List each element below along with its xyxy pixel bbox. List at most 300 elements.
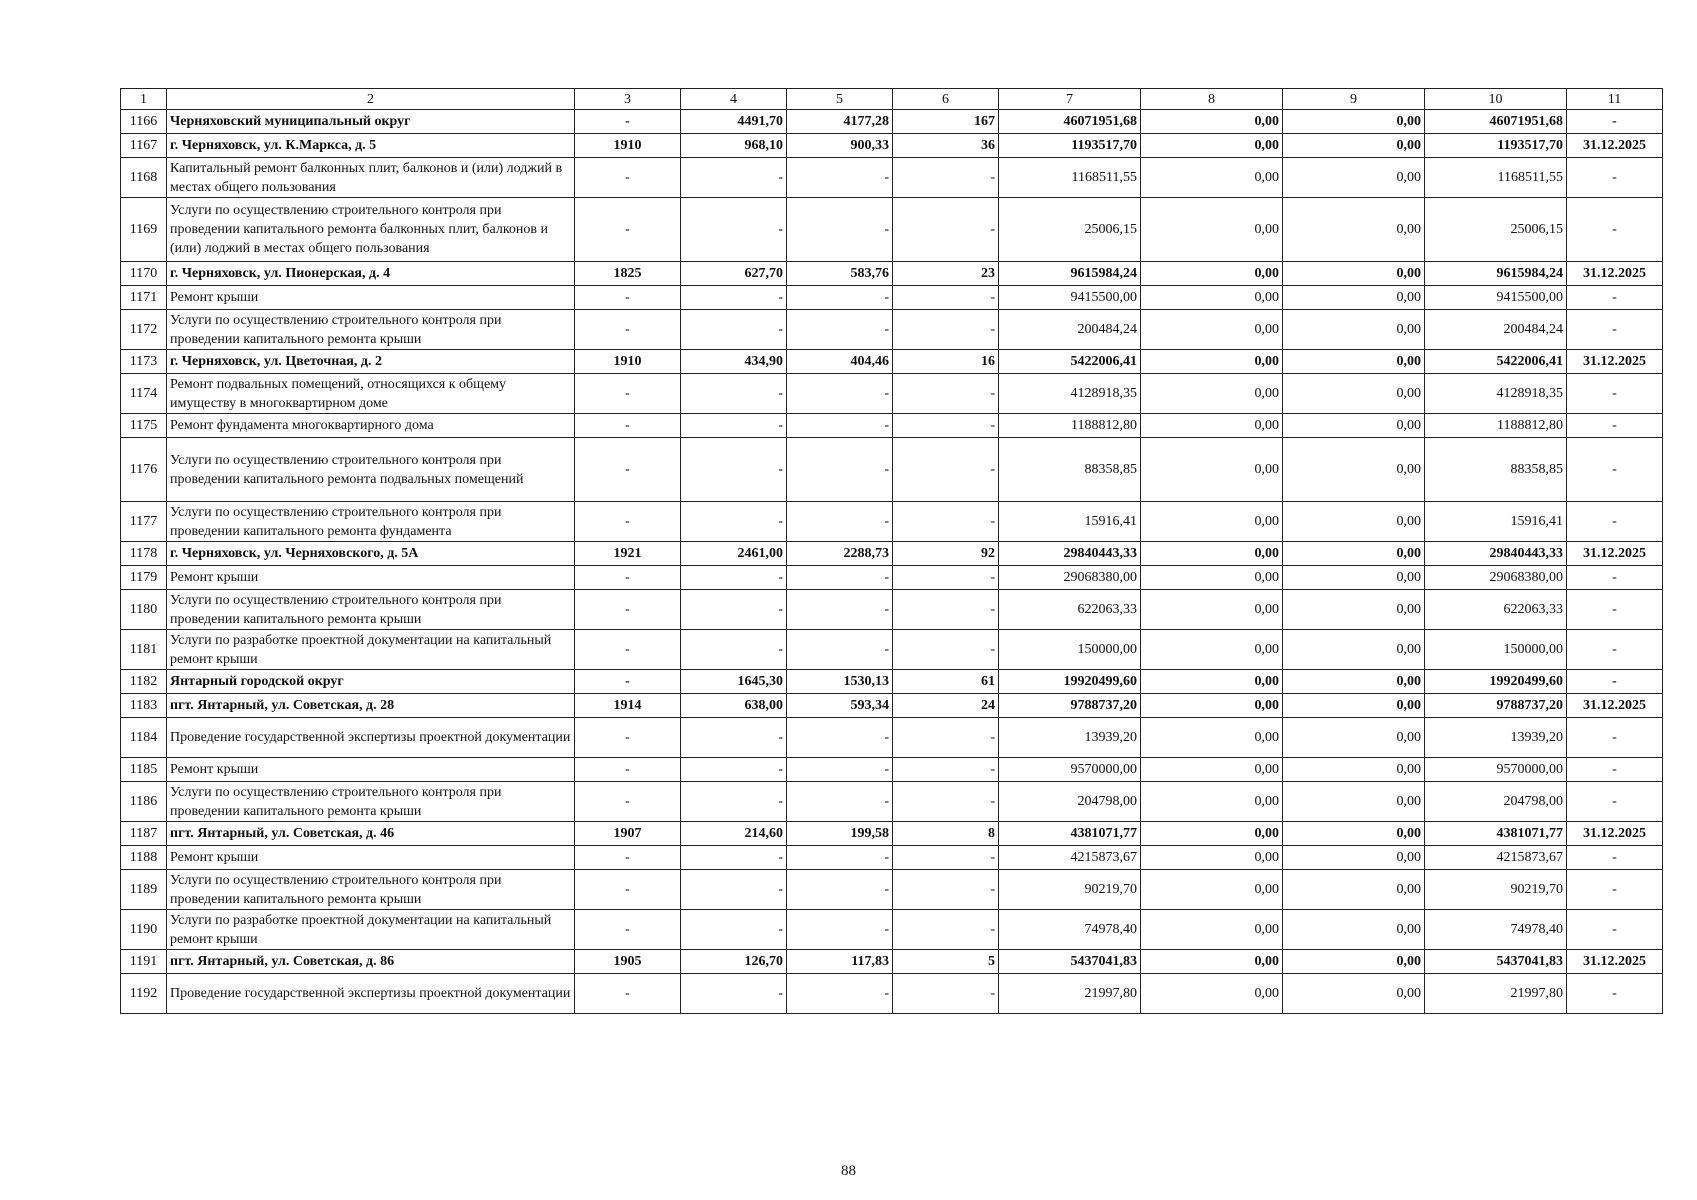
federal-funds-cell: 0,00 <box>1141 782 1283 822</box>
owner-funds-cell: 74978,40 <box>1425 910 1567 950</box>
object-name-cell: Услуги по осуществлению строительного контроля при проведении капитального ремонта подвальных помещений <box>167 438 575 502</box>
table-row <box>121 870 1663 910</box>
regional-funds-cell: 0,00 <box>1283 198 1425 262</box>
total-cost-cell: 46071951,68 <box>999 110 1141 134</box>
residents-count-cell: 92 <box>893 542 999 566</box>
year-cell: 1907 <box>575 822 681 846</box>
row-number-cell: 1183 <box>121 694 167 718</box>
total-cost-cell: 29840443,33 <box>999 542 1141 566</box>
table-row <box>121 310 1663 350</box>
regional-funds-cell: 0,00 <box>1283 134 1425 158</box>
premises-area-cell: - <box>787 414 893 438</box>
total-cost-cell: 25006,15 <box>999 198 1141 262</box>
premises-area-cell: 4177,28 <box>787 110 893 134</box>
owner-funds-cell: 46071951,68 <box>1425 110 1567 134</box>
federal-funds-cell: 0,00 <box>1141 262 1283 286</box>
year-cell: - <box>575 758 681 782</box>
row-number-cell: 1172 <box>121 310 167 350</box>
year-cell: - <box>575 846 681 870</box>
column-number: 7 <box>999 89 1141 110</box>
object-name-cell: г. Черняховск, ул. Пионерская, д. 4 <box>167 262 575 286</box>
owner-funds-cell: 150000,00 <box>1425 630 1567 670</box>
premises-area-cell: - <box>787 758 893 782</box>
completion-date-cell: - <box>1567 286 1663 310</box>
object-name-cell: г. Черняховск, ул. К.Маркса, д. 5 <box>167 134 575 158</box>
object-name-cell: Проведение государственной экспертизы проектной документации <box>167 718 575 758</box>
table-row <box>121 670 1663 694</box>
object-name-cell: Услуги по осуществлению строительного контроля при проведении капитального ремонта фундамента <box>167 502 575 542</box>
residents-count-cell: - <box>893 910 999 950</box>
total-area-cell: 627,70 <box>681 262 787 286</box>
residents-count-cell: - <box>893 310 999 350</box>
residents-count-cell: - <box>893 974 999 1014</box>
total-area-cell: - <box>681 310 787 350</box>
row-number-cell: 1189 <box>121 870 167 910</box>
residents-count-cell: - <box>893 590 999 630</box>
owner-funds-cell: 29068380,00 <box>1425 566 1567 590</box>
total-area-cell: - <box>681 870 787 910</box>
residents-count-cell: - <box>893 158 999 198</box>
year-cell: - <box>575 670 681 694</box>
premises-area-cell: - <box>787 590 893 630</box>
premises-area-cell: 583,76 <box>787 262 893 286</box>
regional-funds-cell: 0,00 <box>1283 502 1425 542</box>
regional-funds-cell: 0,00 <box>1283 542 1425 566</box>
residents-count-cell: - <box>893 782 999 822</box>
residents-count-cell: 23 <box>893 262 999 286</box>
total-cost-cell: 1188812,80 <box>999 414 1141 438</box>
residents-count-cell: 61 <box>893 670 999 694</box>
federal-funds-cell: 0,00 <box>1141 502 1283 542</box>
total-cost-cell: 5437041,83 <box>999 950 1141 974</box>
regional-funds-cell: 0,00 <box>1283 846 1425 870</box>
year-cell: - <box>575 158 681 198</box>
year-cell: - <box>575 718 681 758</box>
row-number-cell: 1192 <box>121 974 167 1014</box>
premises-area-cell: - <box>787 910 893 950</box>
total-area-cell: - <box>681 974 787 1014</box>
completion-date-cell: 31.12.2025 <box>1567 694 1663 718</box>
total-area-cell: - <box>681 502 787 542</box>
column-number: 10 <box>1425 89 1567 110</box>
total-cost-cell: 5422006,41 <box>999 350 1141 374</box>
total-cost-cell: 9788737,20 <box>999 694 1141 718</box>
table-row <box>121 718 1663 758</box>
regional-funds-cell: 0,00 <box>1283 374 1425 414</box>
premises-area-cell: 117,83 <box>787 950 893 974</box>
owner-funds-cell: 5437041,83 <box>1425 950 1567 974</box>
residents-count-cell: - <box>893 414 999 438</box>
object-name-cell: Ремонт крыши <box>167 566 575 590</box>
residents-count-cell: - <box>893 502 999 542</box>
owner-funds-cell: 5422006,41 <box>1425 350 1567 374</box>
regional-funds-cell: 0,00 <box>1283 630 1425 670</box>
regional-funds-cell: 0,00 <box>1283 438 1425 502</box>
row-number-cell: 1168 <box>121 158 167 198</box>
owner-funds-cell: 25006,15 <box>1425 198 1567 262</box>
premises-area-cell: - <box>787 566 893 590</box>
premises-area-cell: - <box>787 718 893 758</box>
owner-funds-cell: 29840443,33 <box>1425 542 1567 566</box>
completion-date-cell: - <box>1567 414 1663 438</box>
total-cost-cell: 88358,85 <box>999 438 1141 502</box>
row-number-cell: 1169 <box>121 198 167 262</box>
total-area-cell: 2461,00 <box>681 542 787 566</box>
completion-date-cell: - <box>1567 566 1663 590</box>
row-number-cell: 1170 <box>121 262 167 286</box>
total-cost-cell: 90219,70 <box>999 870 1141 910</box>
table-row <box>121 974 1663 1014</box>
total-area-cell: 434,90 <box>681 350 787 374</box>
total-cost-cell: 15916,41 <box>999 502 1141 542</box>
regional-funds-cell: 0,00 <box>1283 414 1425 438</box>
object-name-cell: Черняховский муниципальный округ <box>167 110 575 134</box>
object-name-cell: Услуги по разработке проектной документации на капитальный ремонт крыши <box>167 910 575 950</box>
object-name-cell: Ремонт крыши <box>167 286 575 310</box>
premises-area-cell: - <box>787 782 893 822</box>
object-name-cell: Ремонт крыши <box>167 846 575 870</box>
owner-funds-cell: 200484,24 <box>1425 310 1567 350</box>
federal-funds-cell: 0,00 <box>1141 310 1283 350</box>
owner-funds-cell: 204798,00 <box>1425 782 1567 822</box>
federal-funds-cell: 0,00 <box>1141 950 1283 974</box>
regional-funds-cell: 0,00 <box>1283 974 1425 1014</box>
object-name-cell: Ремонт подвальных помещений, относящихся к общему имуществу в многоквартирном доме <box>167 374 575 414</box>
object-name-cell: Капитальный ремонт балконных плит, балконов и (или) лоджий в местах общего пользования <box>167 158 575 198</box>
residents-count-cell: 36 <box>893 134 999 158</box>
object-name-cell: Услуги по осуществлению строительного контроля при проведении капитального ремонта крыши <box>167 870 575 910</box>
completion-date-cell: 31.12.2025 <box>1567 134 1663 158</box>
completion-date-cell: - <box>1567 846 1663 870</box>
premises-area-cell: 900,33 <box>787 134 893 158</box>
owner-funds-cell: 1188812,80 <box>1425 414 1567 438</box>
table-row <box>121 542 1663 566</box>
total-area-cell: 638,00 <box>681 694 787 718</box>
premises-area-cell: - <box>787 870 893 910</box>
register-sheet <box>120 88 1662 1014</box>
total-cost-cell: 4381071,77 <box>999 822 1141 846</box>
owner-funds-cell: 9615984,24 <box>1425 262 1567 286</box>
total-area-cell: 214,60 <box>681 822 787 846</box>
residents-count-cell: - <box>893 286 999 310</box>
column-number: 8 <box>1141 89 1283 110</box>
table-row <box>121 630 1663 670</box>
premises-area-cell: - <box>787 630 893 670</box>
premises-area-cell: - <box>787 310 893 350</box>
year-cell: - <box>575 286 681 310</box>
residents-count-cell: - <box>893 374 999 414</box>
federal-funds-cell: 0,00 <box>1141 718 1283 758</box>
table-row <box>121 262 1663 286</box>
year-cell: - <box>575 310 681 350</box>
completion-date-cell: 31.12.2025 <box>1567 822 1663 846</box>
total-cost-cell: 150000,00 <box>999 630 1141 670</box>
regional-funds-cell: 0,00 <box>1283 758 1425 782</box>
owner-funds-cell: 1193517,70 <box>1425 134 1567 158</box>
table-row <box>121 590 1663 630</box>
regional-funds-cell: 0,00 <box>1283 110 1425 134</box>
residents-count-cell: - <box>893 846 999 870</box>
total-area-cell: - <box>681 758 787 782</box>
completion-date-cell: 31.12.2025 <box>1567 350 1663 374</box>
regional-funds-cell: 0,00 <box>1283 286 1425 310</box>
table-row <box>121 910 1663 950</box>
regional-funds-cell: 0,00 <box>1283 670 1425 694</box>
table-row <box>121 846 1663 870</box>
owner-funds-cell: 4381071,77 <box>1425 822 1567 846</box>
premises-area-cell: - <box>787 438 893 502</box>
row-number-cell: 1179 <box>121 566 167 590</box>
owner-funds-cell: 4128918,35 <box>1425 374 1567 414</box>
completion-date-cell: 31.12.2025 <box>1567 950 1663 974</box>
table-row <box>121 822 1663 846</box>
regional-funds-cell: 0,00 <box>1283 350 1425 374</box>
column-number: 4 <box>681 89 787 110</box>
table-row <box>121 566 1663 590</box>
total-cost-cell: 19920499,60 <box>999 670 1141 694</box>
premises-area-cell: - <box>787 158 893 198</box>
residents-count-cell: - <box>893 630 999 670</box>
residents-count-cell: 8 <box>893 822 999 846</box>
table-row <box>121 694 1663 718</box>
premises-area-cell: - <box>787 374 893 414</box>
total-cost-cell: 29068380,00 <box>999 566 1141 590</box>
federal-funds-cell: 0,00 <box>1141 414 1283 438</box>
total-cost-cell: 9570000,00 <box>999 758 1141 782</box>
column-number: 2 <box>167 89 575 110</box>
column-number-row <box>121 89 1663 110</box>
column-number: 5 <box>787 89 893 110</box>
residents-count-cell: 167 <box>893 110 999 134</box>
table-row <box>121 374 1663 414</box>
completion-date-cell: 31.12.2025 <box>1567 542 1663 566</box>
total-cost-cell: 200484,24 <box>999 310 1141 350</box>
year-cell: - <box>575 782 681 822</box>
federal-funds-cell: 0,00 <box>1141 350 1283 374</box>
year-cell: 1825 <box>575 262 681 286</box>
table-row <box>121 198 1663 262</box>
object-name-cell: г. Черняховск, ул. Цветочная, д. 2 <box>167 350 575 374</box>
object-name-cell: г. Черняховск, ул. Черняховского, д. 5А <box>167 542 575 566</box>
regional-funds-cell: 0,00 <box>1283 822 1425 846</box>
row-number-cell: 1184 <box>121 718 167 758</box>
total-area-cell: - <box>681 158 787 198</box>
total-area-cell: - <box>681 590 787 630</box>
completion-date-cell: - <box>1567 158 1663 198</box>
federal-funds-cell: 0,00 <box>1141 822 1283 846</box>
federal-funds-cell: 0,00 <box>1141 910 1283 950</box>
row-number-cell: 1166 <box>121 110 167 134</box>
regional-funds-cell: 0,00 <box>1283 158 1425 198</box>
residents-count-cell: - <box>893 566 999 590</box>
row-number-cell: 1176 <box>121 438 167 502</box>
regional-funds-cell: 0,00 <box>1283 310 1425 350</box>
premises-area-cell: - <box>787 198 893 262</box>
year-cell: - <box>575 438 681 502</box>
column-number: 1 <box>121 89 167 110</box>
row-number-cell: 1185 <box>121 758 167 782</box>
completion-date-cell: - <box>1567 374 1663 414</box>
year-cell: - <box>575 374 681 414</box>
completion-date-cell: - <box>1567 670 1663 694</box>
table-row <box>121 950 1663 974</box>
year-cell: 1914 <box>575 694 681 718</box>
residents-count-cell: - <box>893 198 999 262</box>
federal-funds-cell: 0,00 <box>1141 974 1283 1014</box>
residents-count-cell: - <box>893 758 999 782</box>
row-number-cell: 1187 <box>121 822 167 846</box>
object-name-cell: Услуги по осуществлению строительного контроля при проведении капитального ремонта крыши <box>167 782 575 822</box>
premises-area-cell: 2288,73 <box>787 542 893 566</box>
completion-date-cell: - <box>1567 590 1663 630</box>
owner-funds-cell: 21997,80 <box>1425 974 1567 1014</box>
table-row <box>121 110 1663 134</box>
federal-funds-cell: 0,00 <box>1141 846 1283 870</box>
regional-funds-cell: 0,00 <box>1283 910 1425 950</box>
federal-funds-cell: 0,00 <box>1141 870 1283 910</box>
owner-funds-cell: 622063,33 <box>1425 590 1567 630</box>
row-number-cell: 1173 <box>121 350 167 374</box>
object-name-cell: Ремонт крыши <box>167 758 575 782</box>
total-area-cell: - <box>681 910 787 950</box>
premises-area-cell: - <box>787 974 893 1014</box>
table-row <box>121 758 1663 782</box>
completion-date-cell: - <box>1567 630 1663 670</box>
completion-date-cell: - <box>1567 438 1663 502</box>
table-row <box>121 502 1663 542</box>
federal-funds-cell: 0,00 <box>1141 374 1283 414</box>
regional-funds-cell: 0,00 <box>1283 870 1425 910</box>
total-cost-cell: 4215873,67 <box>999 846 1141 870</box>
residents-count-cell: 24 <box>893 694 999 718</box>
completion-date-cell: - <box>1567 502 1663 542</box>
year-cell: - <box>575 414 681 438</box>
total-cost-cell: 21997,80 <box>999 974 1141 1014</box>
federal-funds-cell: 0,00 <box>1141 438 1283 502</box>
owner-funds-cell: 9788737,20 <box>1425 694 1567 718</box>
premises-area-cell: 593,34 <box>787 694 893 718</box>
row-number-cell: 1182 <box>121 670 167 694</box>
total-cost-cell: 622063,33 <box>999 590 1141 630</box>
total-cost-cell: 1193517,70 <box>999 134 1141 158</box>
federal-funds-cell: 0,00 <box>1141 198 1283 262</box>
completion-date-cell: - <box>1567 110 1663 134</box>
federal-funds-cell: 0,00 <box>1141 110 1283 134</box>
total-area-cell: 4491,70 <box>681 110 787 134</box>
table-row <box>121 350 1663 374</box>
owner-funds-cell: 90219,70 <box>1425 870 1567 910</box>
column-number: 6 <box>893 89 999 110</box>
completion-date-cell: - <box>1567 782 1663 822</box>
total-area-cell: - <box>681 438 787 502</box>
total-area-cell: - <box>681 286 787 310</box>
federal-funds-cell: 0,00 <box>1141 286 1283 310</box>
repair-register-table <box>120 88 1663 1014</box>
federal-funds-cell: 0,00 <box>1141 542 1283 566</box>
total-area-cell: - <box>681 846 787 870</box>
owner-funds-cell: 19920499,60 <box>1425 670 1567 694</box>
year-cell: - <box>575 110 681 134</box>
premises-area-cell: - <box>787 846 893 870</box>
row-number-cell: 1174 <box>121 374 167 414</box>
total-cost-cell: 13939,20 <box>999 718 1141 758</box>
total-area-cell: 968,10 <box>681 134 787 158</box>
total-area-cell: - <box>681 374 787 414</box>
federal-funds-cell: 0,00 <box>1141 670 1283 694</box>
year-cell: 1921 <box>575 542 681 566</box>
table-row <box>121 134 1663 158</box>
page-number: 88 <box>841 1163 856 1179</box>
object-name-cell: Услуги по осуществлению строительного контроля при проведении капитального ремонта балконных плит, балконов и (или) лоджий в местах общего пользования <box>167 198 575 262</box>
residents-count-cell: 5 <box>893 950 999 974</box>
table-row <box>121 414 1663 438</box>
row-number-cell: 1181 <box>121 630 167 670</box>
residents-count-cell: - <box>893 870 999 910</box>
object-name-cell: Ремонт фундамента многоквартирного дома <box>167 414 575 438</box>
table-row <box>121 286 1663 310</box>
regional-funds-cell: 0,00 <box>1283 950 1425 974</box>
column-number: 11 <box>1567 89 1663 110</box>
column-number: 9 <box>1283 89 1425 110</box>
row-number-cell: 1191 <box>121 950 167 974</box>
year-cell: 1905 <box>575 950 681 974</box>
owner-funds-cell: 4215873,67 <box>1425 846 1567 870</box>
year-cell: - <box>575 502 681 542</box>
year-cell: - <box>575 974 681 1014</box>
owner-funds-cell: 9570000,00 <box>1425 758 1567 782</box>
total-area-cell: - <box>681 718 787 758</box>
regional-funds-cell: 0,00 <box>1283 566 1425 590</box>
total-cost-cell: 4128918,35 <box>999 374 1141 414</box>
total-cost-cell: 204798,00 <box>999 782 1141 822</box>
residents-count-cell: 16 <box>893 350 999 374</box>
total-cost-cell: 1168511,55 <box>999 158 1141 198</box>
object-name-cell: Услуги по осуществлению строительного контроля при проведении капитального ремонта крыши <box>167 590 575 630</box>
owner-funds-cell: 88358,85 <box>1425 438 1567 502</box>
row-number-cell: 1180 <box>121 590 167 630</box>
year-cell: 1910 <box>575 350 681 374</box>
residents-count-cell: - <box>893 718 999 758</box>
premises-area-cell: - <box>787 502 893 542</box>
federal-funds-cell: 0,00 <box>1141 158 1283 198</box>
object-name-cell: пгт. Янтарный, ул. Советская, д. 86 <box>167 950 575 974</box>
completion-date-cell: - <box>1567 758 1663 782</box>
owner-funds-cell: 13939,20 <box>1425 718 1567 758</box>
total-area-cell: 126,70 <box>681 950 787 974</box>
year-cell: - <box>575 590 681 630</box>
year-cell: - <box>575 910 681 950</box>
total-area-cell: - <box>681 414 787 438</box>
federal-funds-cell: 0,00 <box>1141 566 1283 590</box>
total-area-cell: - <box>681 630 787 670</box>
regional-funds-cell: 0,00 <box>1283 694 1425 718</box>
year-cell: - <box>575 566 681 590</box>
regional-funds-cell: 0,00 <box>1283 782 1425 822</box>
completion-date-cell: 31.12.2025 <box>1567 262 1663 286</box>
row-number-cell: 1171 <box>121 286 167 310</box>
federal-funds-cell: 0,00 <box>1141 758 1283 782</box>
completion-date-cell: - <box>1567 974 1663 1014</box>
object-name-cell: пгт. Янтарный, ул. Советская, д. 46 <box>167 822 575 846</box>
owner-funds-cell: 9415500,00 <box>1425 286 1567 310</box>
column-number: 3 <box>575 89 681 110</box>
federal-funds-cell: 0,00 <box>1141 694 1283 718</box>
premises-area-cell: 404,46 <box>787 350 893 374</box>
federal-funds-cell: 0,00 <box>1141 590 1283 630</box>
premises-area-cell: - <box>787 286 893 310</box>
object-name-cell: Проведение государственной экспертизы проектной документации <box>167 974 575 1014</box>
total-area-cell: - <box>681 566 787 590</box>
